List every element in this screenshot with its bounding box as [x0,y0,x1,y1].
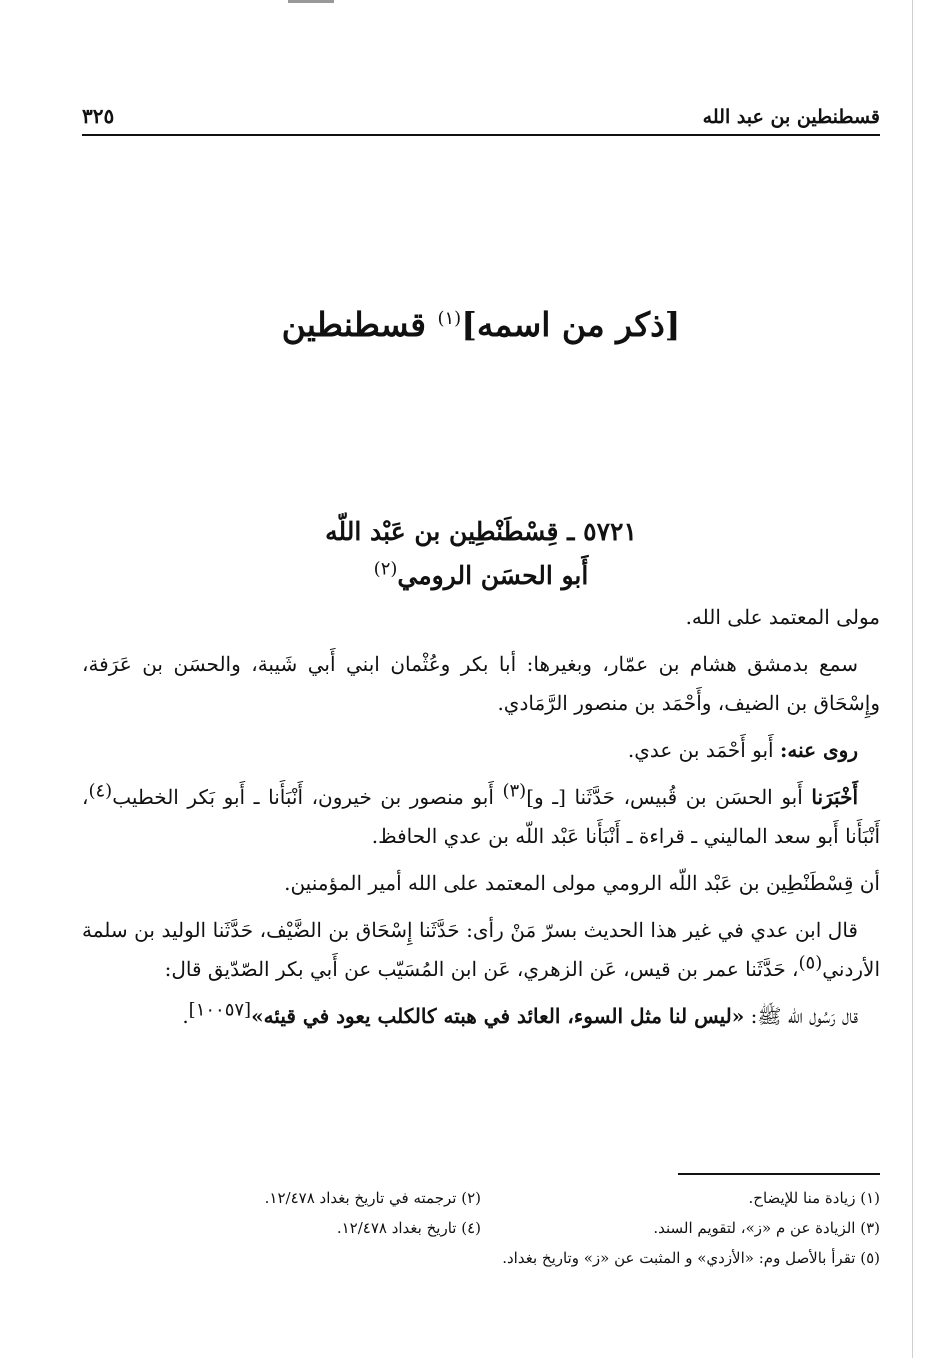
page-header [82,88,880,136]
paragraph-teachers: سمع بدمشق هشام بن عمّار، وبغيرها: أبا بكر وعُثْمان ابني أَبي شَيبة، والحسَن بن عَرَفة، وإِسْحَاق بن الضيف، وأَحْمَد بن منصور الرَّمَادي. [82,652,880,715]
footnote-ref-4: (٤) [88,780,113,802]
footnote-row [82,1183,880,1213]
entry-heading [82,510,880,598]
footnote-divider [678,1173,880,1175]
isnad-part1: أَبو الحسَن بن قُبيس، حَدَّثَنا [ـ و] [526,785,812,809]
paragraph-mawla: مولى المعتمد على الله. [685,605,880,629]
isnad-part2: أَبو منصور بن خيرون، أَنْبَأَنا ـ أَبو بَكر الخطيب [112,785,503,809]
running-title: قسطنطين بن عبد الله [702,106,880,128]
hadith-text: «ليس لنا مثل السوء، العائد في هبته كالكلب يعود في قيئه» [251,1004,745,1028]
footnote-ref-1: (١) [437,308,462,329]
scan-mark [288,0,334,3]
paragraph-hadith [82,997,880,1036]
footnote-ref-3: (٣) [502,780,527,802]
chapter-title-part2: قسطنطين [281,305,438,344]
hadith-number: [١٠٠٥٧] [188,999,252,1021]
entry-kunya: أَبو الحسَن الرومي [397,561,589,590]
footnote-2: (٢) ترجمته في تاريخ بغداد ١٢/٤٧٨. [264,1189,481,1207]
chapter-heading [82,305,880,344]
keyword-akhbarana: أَخْبَرَنا [811,785,858,809]
footnote-ref-5: (٥) [798,952,823,974]
footnote-row [82,1213,880,1243]
isnad-part3: ، أَنْبَأَنا أَبو سعد الماليني ـ قراءة ـ أَنْبَأَنا عَبْد اللّه بن عدي الحافظ. [82,785,880,848]
ibn-adi-part1: قال ابن عدي في غير هذا الحديث بسرّ مَنْ رأى: حَدَّثَنا إِسْحَاق بن الضَّيْف، حَدَّثَنا الوليد بن سلمة الأردني [82,918,880,981]
hadith-intro: قال رَسُول الله ﷺ: [744,1004,858,1028]
paragraph-ibn-adi [82,911,880,989]
footnotes [82,1183,880,1273]
footnote-4: (٤) تاريخ بغداد ١٢/٤٧٨. [336,1219,481,1237]
footnote-ref-2: (٢) [373,558,398,580]
footnote-row [82,1243,880,1273]
students-text: أَبو أَحْمَد بن عدي. [627,738,780,762]
footnote-3: (٣) الزيادة عن م «ز»، لتقويم السند. [653,1219,880,1237]
body-text [82,598,880,1044]
page-edge-line [912,0,913,1358]
page-number: ٣٢٥ [82,104,115,128]
ibn-adi-part2: ، حَدَّثَنا عمر بن قيس، عَن الزهري، عَن ابن المُسَيّب عن أَبي بكر الصّدّيق قال: [164,957,799,981]
paragraph-matn: أن قِسْطَنْطِين بن عَبْد اللّه الرومي مولى المعتمد على الله أمير المؤمنين. [284,871,880,895]
footnote-1: (١) زيادة منا للإيضاح. [748,1189,880,1207]
hadith-end: . [182,1004,189,1028]
footnote-5: (٥) تقرأ بالأصل وم: «الأزدي» و المثبت عن «ز» وتاريخ بغداد. [502,1249,880,1267]
keyword-rawa: روى عنه: [779,738,858,762]
entry-number-and-name: ٥٧٢١ ـ قِسْطَنْطِين بن عَبْد اللّه [325,517,637,546]
chapter-title-part1: [ذكر من اسمه] [461,305,681,344]
paragraph-isnad [82,778,880,856]
entry-kunya-line [82,554,880,598]
paragraph-students [82,731,880,770]
